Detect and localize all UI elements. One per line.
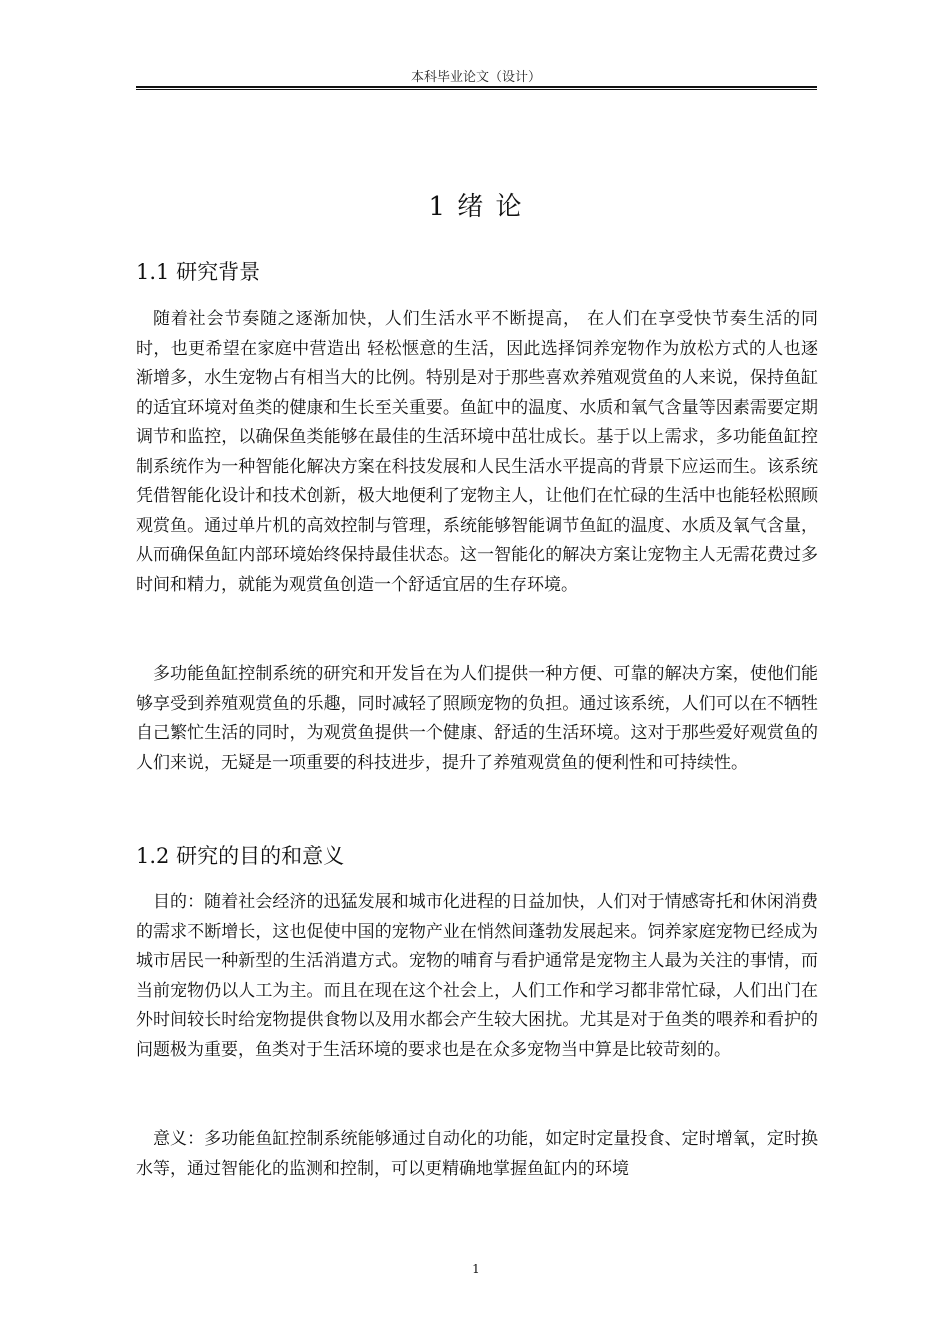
paragraph-significance: 意义：多功能鱼缸控制系统能够通过自动化的功能，如定时定量投食、定时增氧，定时换水等，通过智能化的监测和控制，可以更精确地掌握鱼缸内的环境	[136, 1129, 818, 1179]
paragraph-purpose: 目的：随着社会经济的迅猛发展和城市化进程的日益加快，人们对于情感寄托和休闲消费的需求不断增长，这也促使中国的宠物产业在悄然间蓬勃发展起来。饲养家庭宠物已经成为城市居民一种新型的生活消遣方式。宠物的哺育与看护通常是宠物主人最为关注的事情，而当前宠物仍以人工为主。而且在现在这个社会上，人们工作和学习都非常忙碌，人们出门在外时间较长时给宠物提供食物以及用水都会产生较大困扰。尤其是对于鱼类的喂养和看护的问题极为重要，鱼类对于生活环境的要求也是在众多宠物当中算是比较苛刻的。	[136, 892, 818, 1060]
header-rule-thin	[136, 89, 817, 90]
section-heading-1-2: 1.2 研究的目的和意义	[136, 844, 345, 868]
chapter-title: 1 绪 论	[428, 192, 524, 222]
running-header: 本科毕业论文（设计）	[410, 70, 541, 85]
paragraph-background-2: 多功能鱼缸控制系统的研究和开发旨在为人们提供一种方便、可靠的解决方案，使他们能够享受到养殖观赏鱼的乐趣，同时减轻了照顾宠物的负担。通过该系统，人们可以在不牺牲自己繁忙生活的同时，为观赏鱼提供一个健康、舒适的生活环境。这对于那些爱好观赏鱼的人们来说，无疑是一项重要的科技进步，提升了养殖观赏鱼的便利性和可持续性。	[136, 664, 818, 773]
paragraph-background-1: 随着社会节奏随之逐渐加快，人们生活水平不断提高， 在人们在享受快节奏生活的同时，也更希望在家庭中营造出 轻松惬意的生活，因此选择饲养宠物作为放松方式的人也逐 渐增多，水生宠物占有相当大的比例。特别是对于那些喜欢养殖观赏鱼的人来说，保持鱼缸的适宜环境对鱼类的健康和生长至关重要。鱼缸中的温度、水质和氧气含量等因素需要定期调节和监控，以确保鱼类能够在最佳的生活环境中茁壮成长。基于以上需求，多功能鱼缸控制系统作为一种智能化解决方案在科技发展和人民生活水平提高的背景下应运而生。该系统凭借智能化设计和技术创新，极大地便利了宠物主人，让他们在忙碌的生活中也能轻松照顾观赏鱼。通过单片机的高效控制与管理，系统能够智能调节鱼缸的温度、水质及氧气含量，从而确保鱼缸内部环境始终保持最佳状态。这一智能化的解决方案让宠物主人无需花费过多时间和精力，就能为观赏鱼创造一个舒适宜居的生存环境。	[136, 309, 818, 595]
section-heading-1-1: 1.1 研究背景	[136, 260, 261, 284]
page-number: 1	[472, 1262, 480, 1276]
header-rule	[136, 86, 817, 88]
